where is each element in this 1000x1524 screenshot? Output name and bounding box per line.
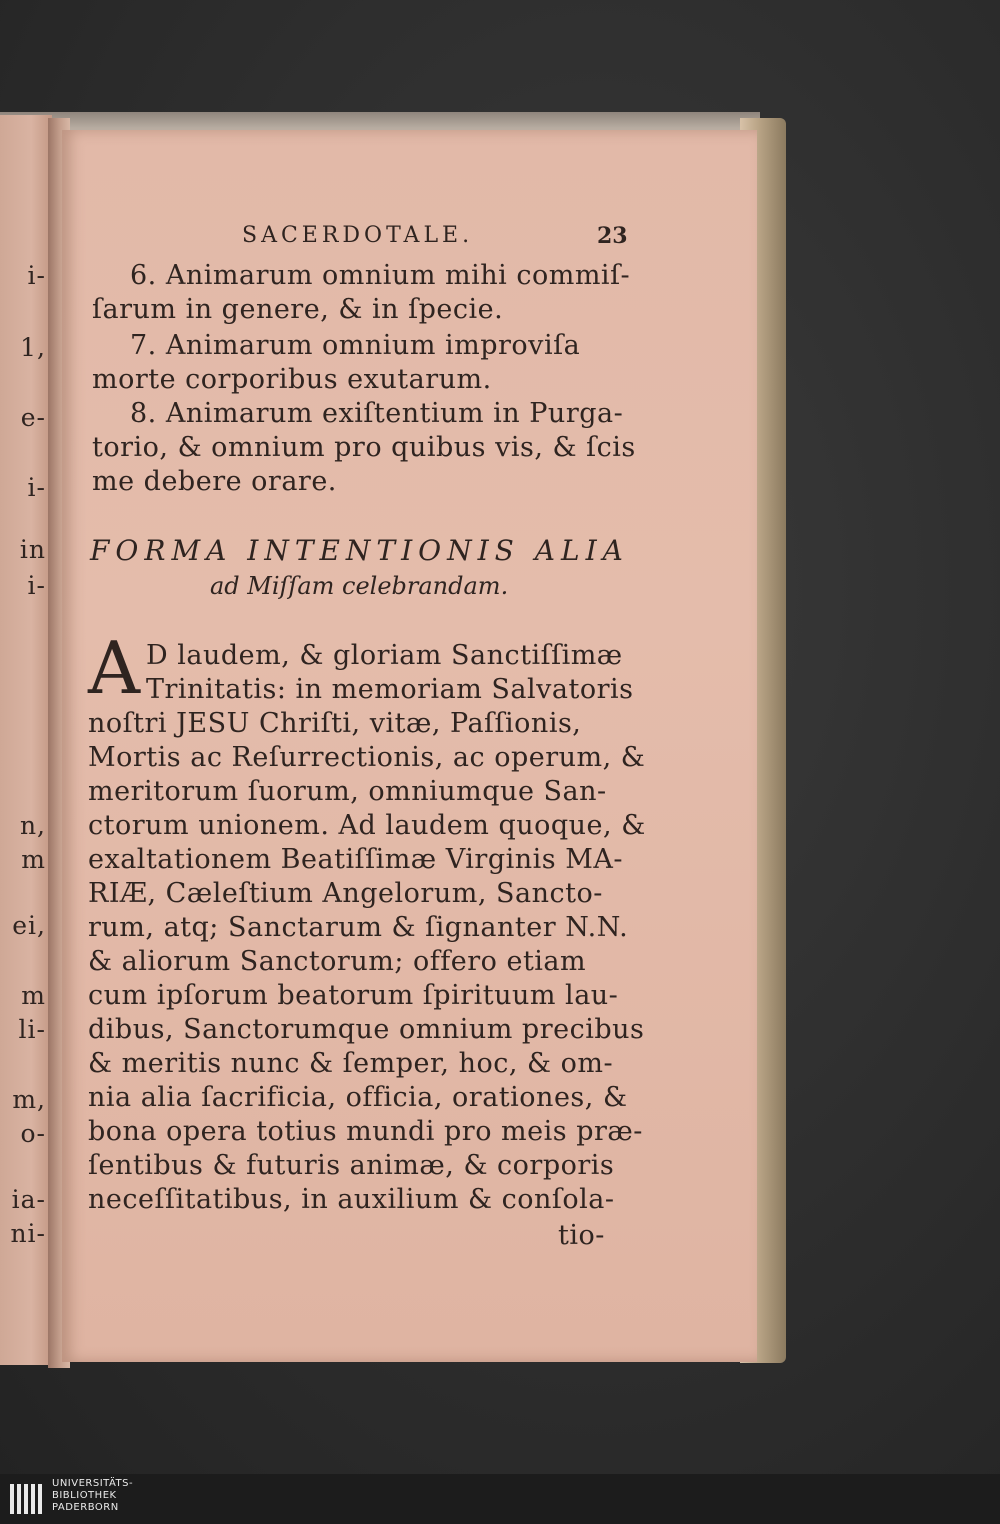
body-line: ſentibus & futuris animæ, & corporis bbox=[88, 1150, 615, 1181]
body-line: & meritis nunc & ſemper, hoc, & om- bbox=[88, 1048, 614, 1079]
left-page-fragment: li- bbox=[18, 1015, 46, 1044]
body-line: ctorum unionem. Ad laudem quoque, & bbox=[88, 810, 646, 841]
right-page bbox=[62, 130, 757, 1362]
left-page-fragment: i- bbox=[27, 571, 46, 600]
body-line: cum ipſorum beatorum ſpirituum lau- bbox=[88, 980, 619, 1011]
catchword: tio- bbox=[558, 1220, 605, 1251]
list-line: 8. Animarum exiſtentium in Purga- bbox=[130, 398, 624, 429]
logo-line: BIBLIOTHEK bbox=[52, 1490, 117, 1501]
section-title: FORMA INTENTIONIS ALIA bbox=[90, 534, 629, 567]
list-line: 7. Animarum omnium improviſa bbox=[130, 330, 581, 361]
section-subtitle: ad Miſſam celebrandam. bbox=[210, 572, 509, 600]
left-page-fragment: in bbox=[19, 535, 46, 564]
page-number: 23 bbox=[597, 223, 628, 249]
logo-line: PADERBORN bbox=[52, 1502, 119, 1513]
body-line: D laudem, & gloriam Sanctiſſimæ bbox=[146, 640, 623, 671]
left-page-fragment: ia- bbox=[11, 1185, 46, 1214]
left-page-fragment: 1, bbox=[20, 333, 46, 362]
list-line: ſarum in genere, & in ſpecie. bbox=[92, 294, 504, 325]
left-page-fragment: m bbox=[21, 981, 46, 1010]
body-line: dibus, Sanctorumque omnium precibus bbox=[88, 1014, 645, 1045]
body-line: neceſſitatibus, in auxilium & conſola- bbox=[88, 1184, 615, 1215]
list-line: 6. Animarum omnium mihi commiſ- bbox=[130, 260, 631, 291]
left-page-fragment: o- bbox=[20, 1119, 46, 1148]
library-logo-text bbox=[52, 1478, 133, 1514]
footer-bar bbox=[0, 1474, 1000, 1524]
body-line: exaltationem Beatiſſimæ Virginis MA- bbox=[88, 844, 623, 875]
body-line: noſtri JESU Chriſti, vitæ, Paſſionis, bbox=[88, 708, 582, 739]
body-line: Trinitatis: in memoriam Salvatoris bbox=[146, 674, 634, 705]
list-line: morte corporibus exutarum. bbox=[92, 364, 492, 395]
left-page-fragment: i- bbox=[27, 473, 46, 502]
list-line: torio, & omnium pro quibus vis, & ſcis bbox=[92, 432, 636, 463]
drop-cap-initial: A bbox=[88, 626, 140, 710]
left-page-fragment: e- bbox=[20, 403, 46, 432]
logo-line: UNIVERSITÄTS- bbox=[52, 1478, 134, 1489]
left-page-fragment: ei, bbox=[12, 911, 46, 940]
body-line: bona opera totius mundi pro meis præ- bbox=[88, 1116, 643, 1147]
body-line: rum, atq; Sanctarum & ſignanter N.N. bbox=[88, 912, 629, 943]
left-page-fragment: i- bbox=[27, 261, 46, 290]
body-line: & aliorum Sanctorum; offero etiam bbox=[88, 946, 587, 977]
list-line: me debere orare. bbox=[92, 466, 337, 497]
library-logo-icon bbox=[8, 1480, 48, 1518]
left-page-fragment: m, bbox=[12, 1085, 46, 1114]
left-facing-page bbox=[0, 115, 52, 1365]
running-head: SACERDOTALE. bbox=[242, 223, 474, 248]
left-page-fragment: n, bbox=[19, 811, 46, 840]
left-page-fragment: m bbox=[21, 845, 46, 874]
body-line: nia alia ſacrificia, officia, orationes, & bbox=[88, 1082, 628, 1113]
left-page-fragment: ni- bbox=[10, 1219, 46, 1248]
body-line: Mortis ac Reſurrectionis, ac operum, & bbox=[88, 742, 646, 773]
body-line: RIÆ, Cæleſtium Angelorum, Sancto- bbox=[88, 878, 603, 909]
body-line: meritorum ſuorum, omniumque San- bbox=[88, 776, 607, 807]
